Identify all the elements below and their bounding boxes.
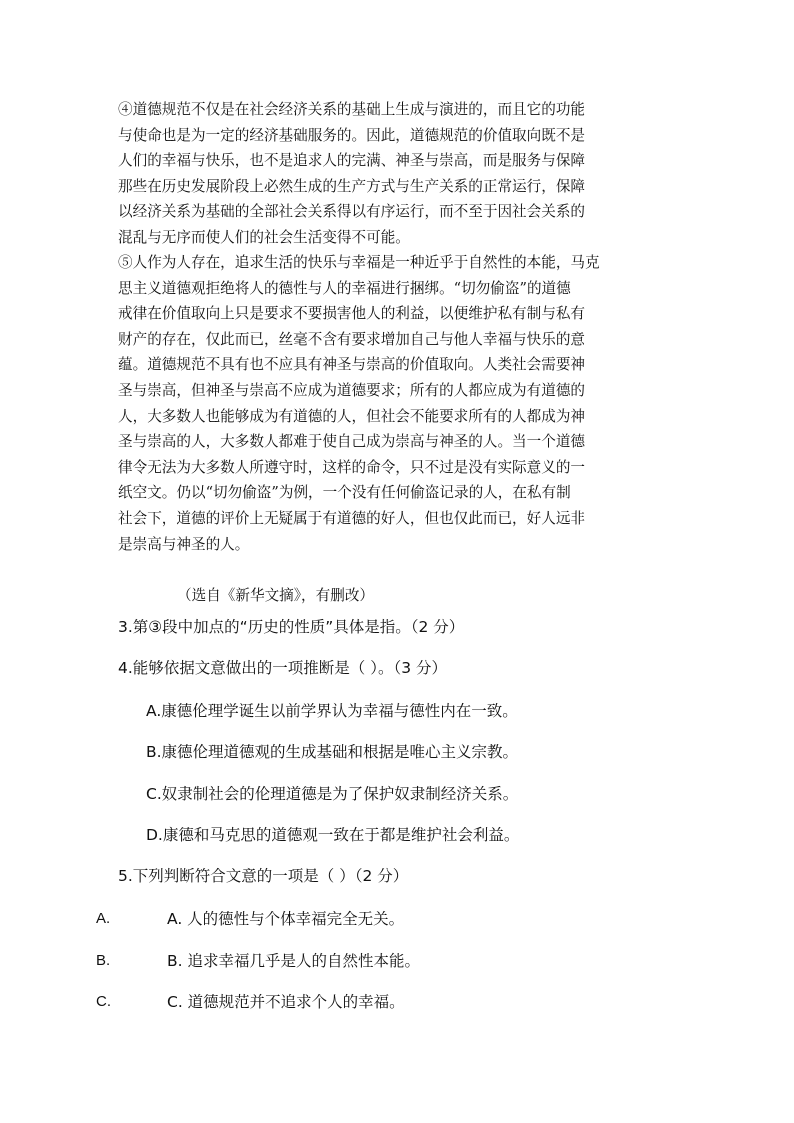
q5-option-c: C. 道德规范并不追求个人的幸福。 [167,993,405,1011]
paragraph-4 [118,97,678,251]
paragraph-5 [118,250,678,557]
text-line: 混乱与无序而使人们的社会生活变得不可能。 [118,228,410,246]
text-line: 人，大多数人也能够成为有道德的人，但社会不能要求所有的人都成为神 [118,407,586,425]
question-3: 3.第③段中加点的“历史的性质”具体是指。（2 分） [118,618,465,636]
text-line: 人们的幸福与快乐，也不是追求人的完满、神圣与崇高，而是服务与保障 [118,152,586,170]
source-citation: （选自《新华文摘》，有删改） [177,587,375,604]
text-line: 蕴。道德规范不具有也不应具有神圣与崇高的价值取向。人类社会需要神 [118,356,586,374]
q4-option-c: C.奴隶制社会的伦理道德是为了保护奴隶制经济关系。 [146,785,519,803]
text-line: 那些在历史发展阶段上必然生成的生产方式与生产关系的正常运行，保障 [118,177,586,195]
text-line: 律令无法为大多数人所遵守时，这样的命令，只不过是没有实际意义的一 [118,458,586,476]
text-line: 纸空文。仍以“切勿偷盗”为例，一个没有任何偷盗记录的人，在私有制 [118,484,571,502]
question-4: 4.能够依据文意做出的一项推断是（ ）。（3 分） [118,659,448,677]
q5-option-b-marker: B. [96,952,111,969]
text-line: 圣与崇高，但神圣与崇高不应成为道德要求；所有的人都应成为有道德的 [118,381,586,399]
text-line: 财产的存在，仅此而已，丝毫不含有要求增加自己与他人幸福与快乐的意 [118,330,586,348]
text-line: 圣与崇高的人，大多数人都难于使自己成为崇高与神圣的人。当一个道德 [118,433,586,451]
q4-option-a: A.康德伦理学诞生以前学界认为幸福与德性内在一致。 [146,702,518,720]
q4-option-b: B.康德伦理道德观的生成基础和根据是唯心主义宗教。 [146,743,519,761]
question-5: 5.下列判断符合文意的一项是（ ）（2 分） [118,867,409,885]
text-line: 思主义道德观拒绝将人的德性与人的幸福进行捆绑。“切勿偷盗”的道德 [118,279,571,297]
q5-option-a-marker: A. [96,910,111,927]
text-line: 是崇高与神圣的人。 [118,535,250,553]
q4-option-d: D.康德和马克思的道德观一致在于都是维护社会利益。 [146,826,520,844]
q5-option-a: A. 人的德性与个体幸福完全无关。 [167,910,405,928]
q5-option-b: B. 追求幸福几乎是人的自然性本能。 [167,952,420,970]
text-line: ④道德规范不仅是在社会经济关系的基础上生成与演进的，而且它的功能 [118,101,586,118]
text-line: 戒律在价值取向上只是要求不要损害他人的利益，以便维护私有制与私有 [118,305,586,323]
q5-option-c-marker: C. [96,993,111,1010]
text-line: ⑤人作为人存在，追求生活的快乐与幸福是一种近乎于自然性的本能，马克 [118,254,600,271]
text-line: 与使命也是为一定的经济基础服务的。因此，道德规范的价值取向既不是 [118,126,586,144]
text-line: 社会下，道德的评价上无疑属于有道德的好人，但也仅此而已，好人远非 [118,509,586,527]
text-line: 以经济关系为基础的全部社会关系得以有序运行，而不至于因社会关系的 [118,203,586,221]
